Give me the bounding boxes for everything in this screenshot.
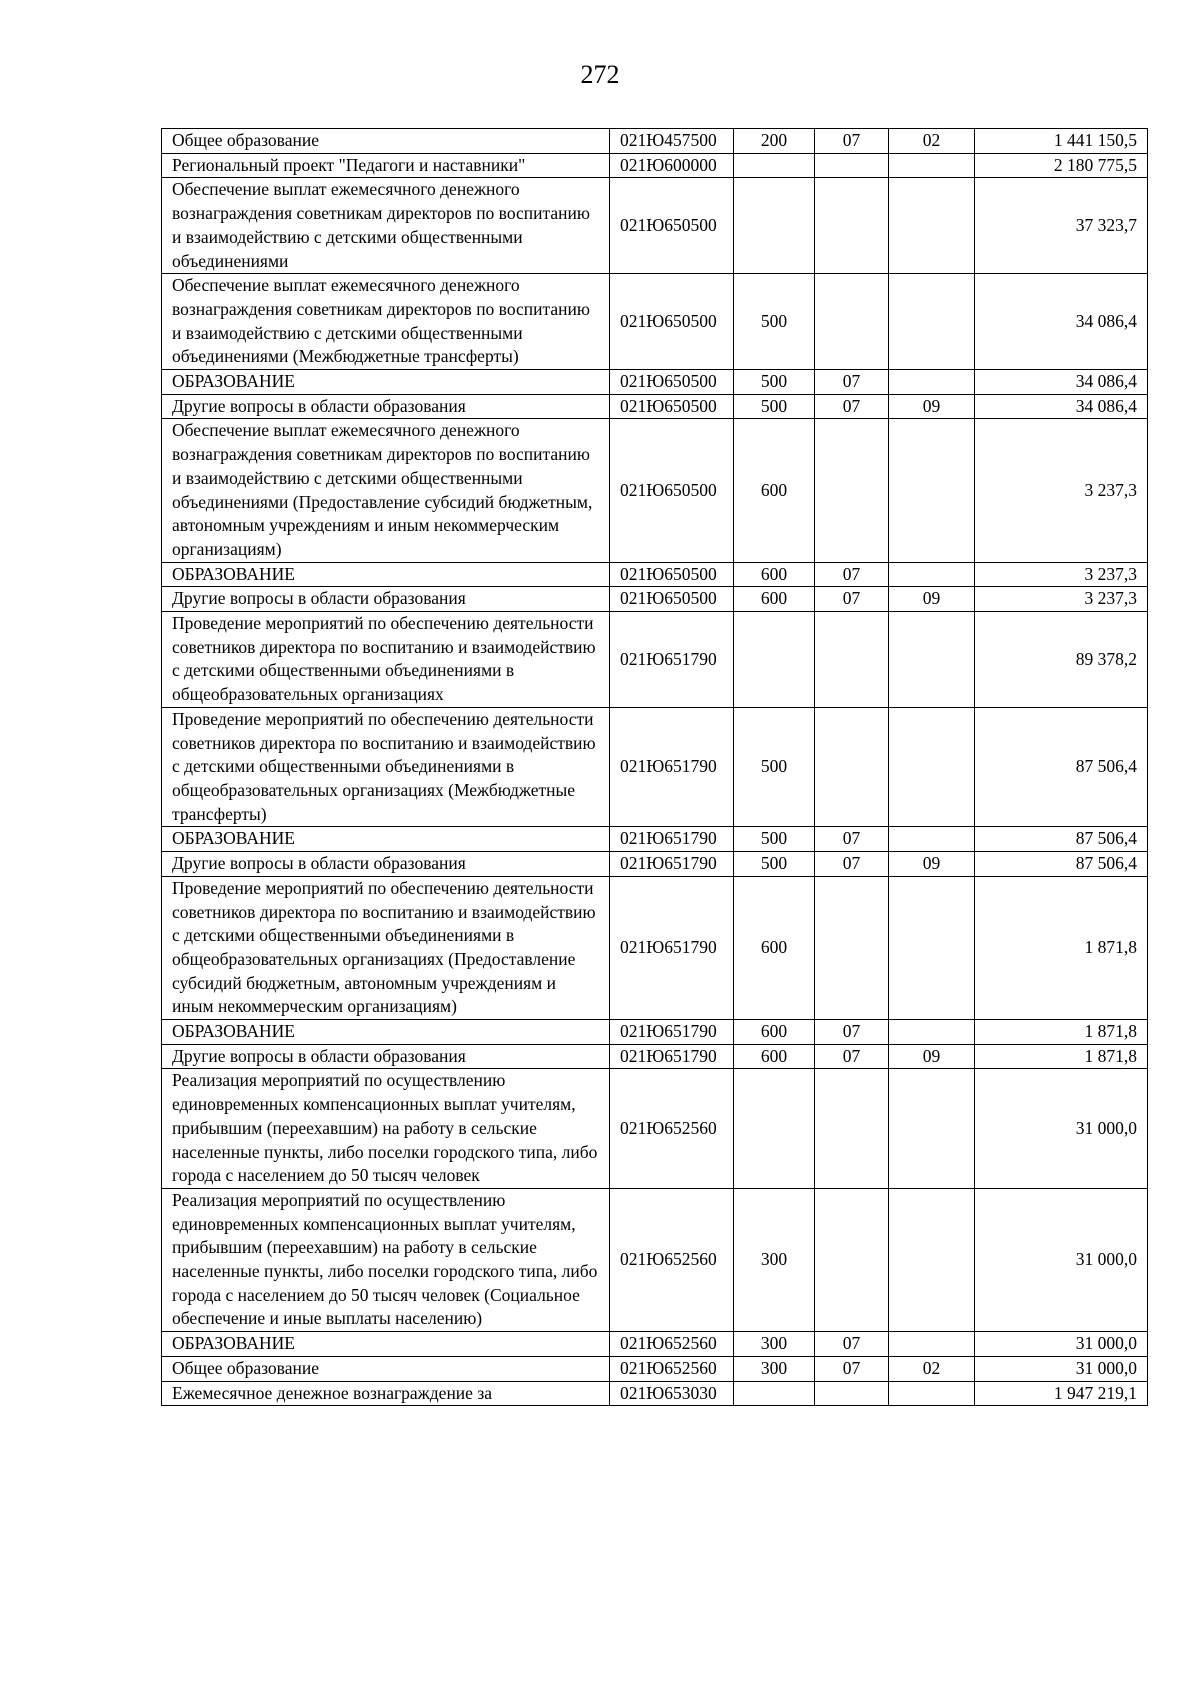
row-rz-cell: 07: [815, 394, 889, 419]
row-rz-cell: [815, 1069, 889, 1189]
row-name-cell: Проведение мероприятий по обеспечению деятельности советников директора по воспитанию и взаимодействию с детскими общественными объединениями в общеобразовательных организациях: [162, 612, 610, 708]
row-name-cell: Проведение мероприятий по обеспечению деятельности советников директора по воспитанию и взаимодействию с детскими общественными объединениями в общеобразовательных организациях (Предоставление субсидий бюджетным, автономным учреждениям и иным некоммерческим организациям): [162, 876, 610, 1019]
table-row: [162, 1332, 1148, 1357]
row-code-cell: 021Ю651790: [610, 707, 734, 827]
row-pr-cell: 09: [889, 852, 975, 877]
row-code-cell: 021Ю651790: [610, 612, 734, 708]
table-row: [162, 562, 1148, 587]
row-sum-cell: 3 237,3: [975, 562, 1148, 587]
row-sum-cell: 34 086,4: [975, 274, 1148, 370]
table-row: [162, 707, 1148, 827]
row-name-cell: Другие вопросы в области образования: [162, 587, 610, 612]
row-sum-cell: 31 000,0: [975, 1356, 1148, 1381]
table-row: [162, 1069, 1148, 1189]
row-vr-cell: 500: [734, 274, 815, 370]
row-name-cell: Обеспечение выплат ежемесячного денежного вознаграждения советникам директоров по воспитанию и взаимодействию с детскими общественными объединениями: [162, 178, 610, 274]
row-pr-cell: 02: [889, 1356, 975, 1381]
table-row: [162, 178, 1148, 274]
row-name-cell: Другие вопросы в области образования: [162, 852, 610, 877]
row-sum-cell: 89 378,2: [975, 612, 1148, 708]
row-sum-cell: 31 000,0: [975, 1069, 1148, 1189]
row-rz-cell: [815, 419, 889, 562]
row-vr-cell: 500: [734, 852, 815, 877]
row-sum-cell: 87 506,4: [975, 827, 1148, 852]
row-rz-cell: [815, 1381, 889, 1406]
row-code-cell: 021Ю650500: [610, 370, 734, 395]
row-pr-cell: [889, 178, 975, 274]
row-rz-cell: 07: [815, 1020, 889, 1045]
row-pr-cell: [889, 370, 975, 395]
row-rz-cell: [815, 1188, 889, 1331]
row-vr-cell: [734, 178, 815, 274]
row-sum-cell: 1 947 219,1: [975, 1381, 1148, 1406]
row-pr-cell: 09: [889, 394, 975, 419]
table-row: [162, 612, 1148, 708]
row-sum-cell: 87 506,4: [975, 707, 1148, 827]
row-name-cell: ОБРАЗОВАНИЕ: [162, 1332, 610, 1357]
table-row: [162, 1381, 1148, 1406]
row-vr-cell: 500: [734, 707, 815, 827]
row-rz-cell: [815, 178, 889, 274]
row-pr-cell: [889, 153, 975, 178]
row-rz-cell: 07: [815, 827, 889, 852]
row-rz-cell: [815, 612, 889, 708]
row-code-cell: 021Ю651790: [610, 876, 734, 1019]
row-name-cell: ОБРАЗОВАНИЕ: [162, 562, 610, 587]
row-name-cell: Ежемесячное денежное вознаграждение за: [162, 1381, 610, 1406]
row-code-cell: 021Ю457500: [610, 129, 734, 154]
row-code-cell: 021Ю652560: [610, 1069, 734, 1189]
table-row: [162, 852, 1148, 877]
row-pr-cell: [889, 1188, 975, 1331]
row-pr-cell: 02: [889, 129, 975, 154]
row-sum-cell: 1 871,8: [975, 876, 1148, 1019]
row-vr-cell: 500: [734, 394, 815, 419]
row-sum-cell: 3 237,3: [975, 419, 1148, 562]
row-rz-cell: 07: [815, 129, 889, 154]
row-vr-cell: [734, 612, 815, 708]
row-sum-cell: 37 323,7: [975, 178, 1148, 274]
row-sum-cell: 3 237,3: [975, 587, 1148, 612]
row-sum-cell: 31 000,0: [975, 1188, 1148, 1331]
row-name-cell: ОБРАЗОВАНИЕ: [162, 370, 610, 395]
row-code-cell: 021Ю651790: [610, 852, 734, 877]
row-code-cell: 021Ю652560: [610, 1332, 734, 1357]
row-vr-cell: [734, 1381, 815, 1406]
row-rz-cell: [815, 707, 889, 827]
table-row: [162, 827, 1148, 852]
row-sum-cell: 1 871,8: [975, 1020, 1148, 1045]
row-pr-cell: 09: [889, 587, 975, 612]
row-name-cell: Реализация мероприятий по осуществлению единовременных компенсационных выплат учителям, прибывшим (переехавшим) на работу в сельские населенные пункты, либо поселки городского типа, либо города с населением до 50 тысяч человек: [162, 1069, 610, 1189]
row-pr-cell: [889, 1381, 975, 1406]
row-vr-cell: 300: [734, 1356, 815, 1381]
row-vr-cell: 500: [734, 370, 815, 395]
row-rz-cell: 07: [815, 852, 889, 877]
table-row: [162, 1356, 1148, 1381]
row-vr-cell: 600: [734, 587, 815, 612]
row-sum-cell: 31 000,0: [975, 1332, 1148, 1357]
row-sum-cell: 2 180 775,5: [975, 153, 1148, 178]
row-pr-cell: [889, 876, 975, 1019]
row-rz-cell: [815, 274, 889, 370]
row-rz-cell: 07: [815, 587, 889, 612]
row-pr-cell: [889, 562, 975, 587]
row-vr-cell: [734, 153, 815, 178]
row-rz-cell: 07: [815, 370, 889, 395]
row-vr-cell: 500: [734, 827, 815, 852]
row-rz-cell: 07: [815, 562, 889, 587]
table-row: [162, 394, 1148, 419]
table-row: [162, 274, 1148, 370]
row-code-cell: 021Ю651790: [610, 827, 734, 852]
table-row: [162, 153, 1148, 178]
row-rz-cell: 07: [815, 1356, 889, 1381]
row-code-cell: 021Ю650500: [610, 394, 734, 419]
row-vr-cell: 600: [734, 876, 815, 1019]
row-name-cell: Обеспечение выплат ежемесячного денежного вознаграждения советникам директоров по воспитанию и взаимодействию с детскими общественными объединениями (Межбюджетные трансферты): [162, 274, 610, 370]
row-rz-cell: 07: [815, 1044, 889, 1069]
row-code-cell: 021Ю651790: [610, 1020, 734, 1045]
table-row: [162, 587, 1148, 612]
row-pr-cell: [889, 827, 975, 852]
row-pr-cell: [889, 1069, 975, 1189]
row-vr-cell: 300: [734, 1188, 815, 1331]
budget-table-body: [162, 129, 1148, 1406]
table-row: [162, 129, 1148, 154]
row-rz-cell: [815, 153, 889, 178]
row-name-cell: Другие вопросы в области образования: [162, 1044, 610, 1069]
row-code-cell: 021Ю650500: [610, 274, 734, 370]
row-pr-cell: [889, 1020, 975, 1045]
table-row: [162, 1044, 1148, 1069]
row-rz-cell: [815, 876, 889, 1019]
row-pr-cell: [889, 707, 975, 827]
row-sum-cell: 1 871,8: [975, 1044, 1148, 1069]
row-code-cell: 021Ю653030: [610, 1381, 734, 1406]
row-pr-cell: 09: [889, 1044, 975, 1069]
row-name-cell: Обеспечение выплат ежемесячного денежного вознаграждения советникам директоров по воспитанию и взаимодействию с детскими общественными объединениями (Предоставление субсидий бюджетным, автономным учреждениям и иным некоммерческим организациям): [162, 419, 610, 562]
page-number: 272: [580, 60, 620, 89]
row-pr-cell: [889, 274, 975, 370]
row-pr-cell: [889, 419, 975, 562]
row-pr-cell: [889, 1332, 975, 1357]
row-name-cell: Общее образование: [162, 129, 610, 154]
row-vr-cell: 200: [734, 129, 815, 154]
row-sum-cell: 1 441 150,5: [975, 129, 1148, 154]
row-vr-cell: 600: [734, 1020, 815, 1045]
table-row: [162, 370, 1148, 395]
row-sum-cell: 87 506,4: [975, 852, 1148, 877]
row-code-cell: 021Ю651790: [610, 1044, 734, 1069]
row-name-cell: ОБРАЗОВАНИЕ: [162, 1020, 610, 1045]
table-row: [162, 419, 1148, 562]
row-vr-cell: 600: [734, 419, 815, 562]
row-pr-cell: [889, 612, 975, 708]
row-vr-cell: [734, 1069, 815, 1189]
row-name-cell: Общее образование: [162, 1356, 610, 1381]
row-rz-cell: 07: [815, 1332, 889, 1357]
row-code-cell: 021Ю652560: [610, 1188, 734, 1331]
table-row: [162, 1020, 1148, 1045]
row-sum-cell: 34 086,4: [975, 370, 1148, 395]
row-code-cell: 021Ю650500: [610, 178, 734, 274]
row-code-cell: 021Ю650500: [610, 587, 734, 612]
row-code-cell: 021Ю600000: [610, 153, 734, 178]
row-name-cell: Региональный проект "Педагоги и наставники": [162, 153, 610, 178]
row-name-cell: Реализация мероприятий по осуществлению единовременных компенсационных выплат учителям, прибывшим (переехавшим) на работу в сельские населенные пункты, либо поселки городского типа, либо города с населением до 50 тысяч человек (Социальное обеспечение и иные выплаты населению): [162, 1188, 610, 1331]
row-vr-cell: 600: [734, 562, 815, 587]
row-name-cell: Проведение мероприятий по обеспечению деятельности советников директора по воспитанию и взаимодействию с детскими общественными объединениями в общеобразовательных организациях (Межбюджетные трансферты): [162, 707, 610, 827]
row-code-cell: 021Ю650500: [610, 562, 734, 587]
row-code-cell: 021Ю650500: [610, 419, 734, 562]
table-row: [162, 1188, 1148, 1331]
row-name-cell: ОБРАЗОВАНИЕ: [162, 827, 610, 852]
row-vr-cell: 600: [734, 1044, 815, 1069]
row-sum-cell: 34 086,4: [975, 394, 1148, 419]
table-row: [162, 876, 1148, 1019]
budget-table: [161, 128, 1148, 1406]
row-name-cell: Другие вопросы в области образования: [162, 394, 610, 419]
row-code-cell: 021Ю652560: [610, 1356, 734, 1381]
row-vr-cell: 300: [734, 1332, 815, 1357]
